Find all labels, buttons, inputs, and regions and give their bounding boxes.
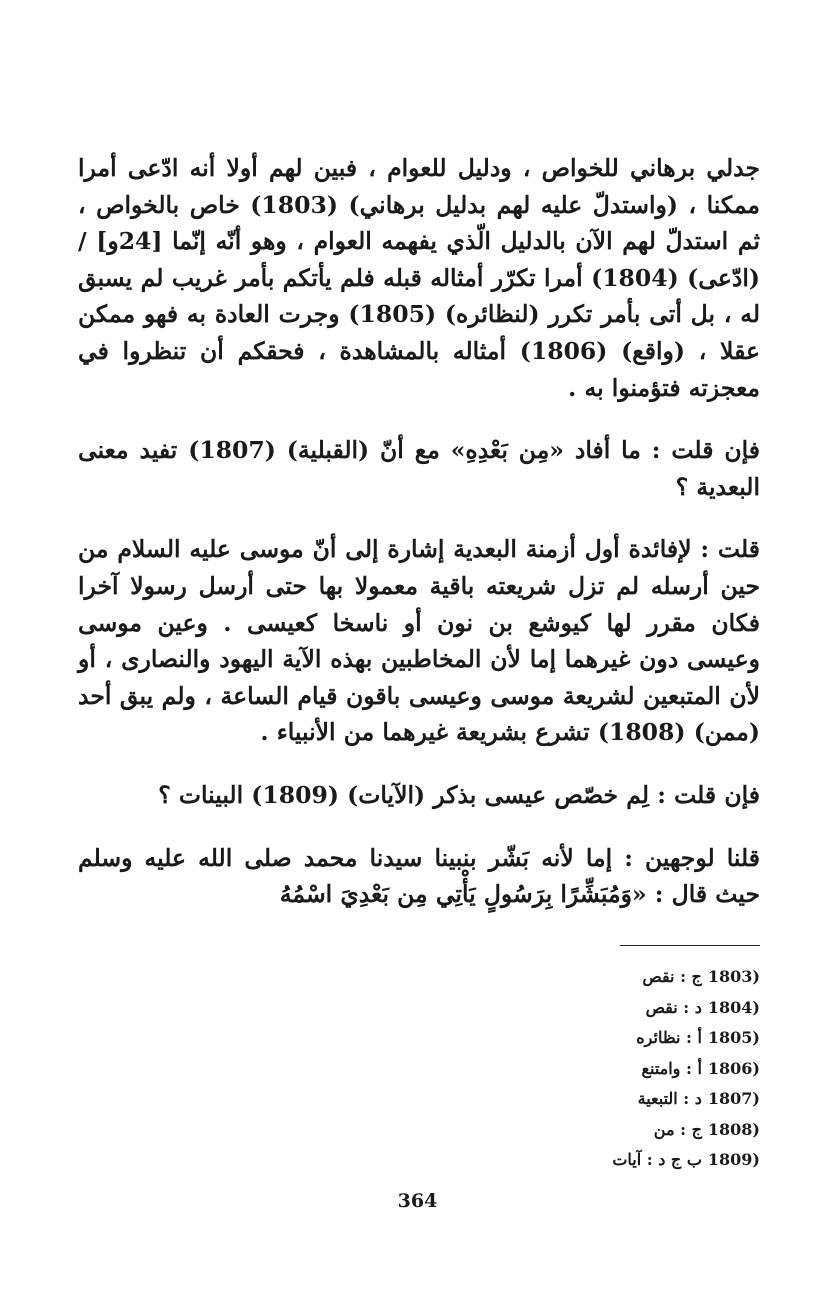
page-number: 364 <box>397 1190 438 1212</box>
footnote-1803 <box>540 962 760 993</box>
footnote-text: أ : وامتنع <box>641 1058 702 1078</box>
main-text <box>78 150 760 913</box>
footnote-1808 <box>540 1115 760 1146</box>
footnotes <box>540 962 760 1176</box>
footnote-1806 <box>540 1054 760 1085</box>
footnote-number: (1809 <box>707 1150 760 1169</box>
footnote-1809 <box>540 1145 760 1176</box>
footnote-number: (1808 <box>707 1119 760 1139</box>
paragraph-3: قلت : لإفائدة أول أزمنة البعدية إشارة إلى أنّ موسى عليه السلام من حين أرسله لم تزل شريعته باقية معمولا بها حتى أرسل رسولا آخرا فكان مقرر لها كيوشع بن نون أو ناسخا كعيسى . وعين موسى وعيسى دون غيرهما إما لأن المخاطبين بهذه الآية اليهود والنصارى ، أو لأن المتبعين لشريعة موسى وعيسى باقون قيام الساعة ، ولم يبق أحد (ممن) (1808) تشرع بشريعة غيرهما من الأنبياء . <box>78 535 760 747</box>
footnote-text: ج : من <box>653 1119 702 1139</box>
paragraph-2: فإن قلت : ما أفاد «مِن بَعْدِهِ» مع أنّ (القبلية) (1807) تفيد معنى البعدية ؟ <box>78 436 760 501</box>
footnote-divider <box>620 945 760 946</box>
footnote-text: ج : نقص <box>642 967 702 986</box>
footnote-number: (1806 <box>707 1058 760 1078</box>
footnote-1805 <box>540 1023 760 1054</box>
footnote-text: د : التبعية <box>637 1089 702 1108</box>
footnote-number: (1804 <box>707 997 760 1017</box>
footnote-text: د : نقص <box>645 997 702 1017</box>
paragraph-5: قلنا لوجهين : إما لأنه بَشّر بنبينا سيدنا محمد صلى الله عليه وسلم حيث قال : «وَمُبَشِّرًا بِرَسُولٍ يَأْتِي مِن بَعْدِيَ اسْمُهُ <box>78 843 760 909</box>
footnote-1807 <box>540 1084 760 1115</box>
paragraph-4: فإن قلت : لِم خصّص عيسى بذكر (الآيات) (1809) البينات ؟ <box>158 780 760 809</box>
footnote-number: (1805 <box>707 1028 760 1047</box>
footnote-number: (1807 <box>707 1089 760 1108</box>
footnote-number: (1803 <box>707 967 760 986</box>
footnote-text: ب ج د : آيات <box>612 1150 702 1169</box>
footnote-text: أ : نظائره <box>636 1028 702 1047</box>
paragraph-1: جدلي برهاني للخواص ، ودليل للعوام ، فبين لهم أولا أنه ادّعى أمرا ممكنا ، (واستدلّ عليه لهم بدليل برهاني) (1803) خاص بالخواص ، ثم استدلّ لهم الآن بالدليل الّذي يفهمه العوام ، وهو أنّه إنّما [24و] / (ادّعى) (1804) أمرا تكرّر أمثاله قبله فلم يأتكم بأمر غريب لم يسبق له ، بل أتى بأمر تكرر (لنظائره) (1805) وجرت العادة به فهو ممكن عقلا ، (واقع) (1806) أمثاله بالمشاهدة ، فحقكم أن تنظروا في معجزته فتؤمنوا به . <box>78 154 761 402</box>
footnote-1804 <box>540 993 760 1024</box>
